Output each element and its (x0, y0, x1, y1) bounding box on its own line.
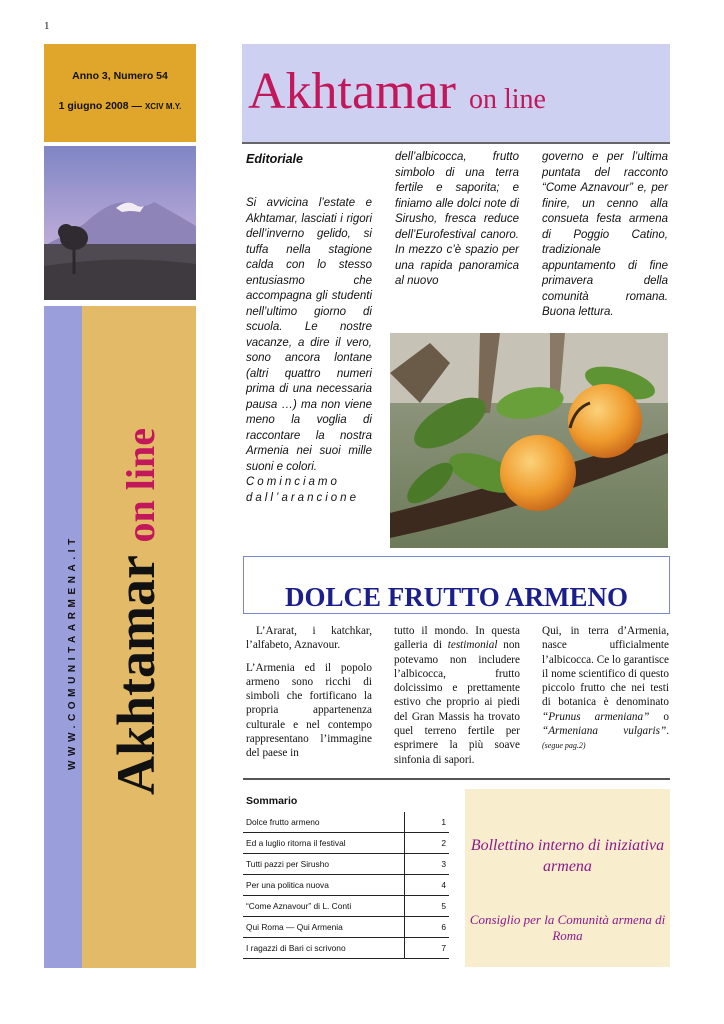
article-col-1: L’Ararat, i katchkar, l’alfabeto, Aznavour. L’Armenia ed il popolo armeno sono ricchi di simboli che fortificano la propria appartenenza culturale e nel contempo rappresentano l’immagine del paese in (246, 625, 372, 760)
issue-date: 1 giugno 2008 — XCIV M.Y. (58, 100, 182, 112)
bollettino-line-1: Bollettino interno di iniziativa armena (470, 837, 665, 875)
table-row: “Come Aznavour” di L. Conti 5 (243, 896, 449, 917)
ararat-photo (44, 146, 196, 300)
article-title: DOLCE FRUTTO ARMENO (284, 582, 629, 612)
table-row: Qui Roma — Qui Armenia 6 (243, 917, 449, 938)
apricot-photo (390, 333, 668, 548)
sidebar-url: WWW.COMUNITAARMENA.IT (67, 534, 78, 770)
article-col-3: Qui, in terra d’Armenia, nasce ufficialmente l’albicocca. Ce lo garantisce il nome scientifico di questo piccolo frutto che nei testi di botanica è denominato “Prunus armeniana” o “Armeniana vulgaris”. (segue pag.2) (542, 625, 669, 751)
sidebar-title: Akhtamar on line (106, 427, 166, 795)
table-row: Tutti pazzi per Sirusho 3 (243, 854, 449, 875)
editorial-col-1: Si avvicina l’estate e Akhtamar, lasciati i rigori dell’inverno gelido, si tuffa nella stagione calda con lo stesso entusiasmo che accompagna gli studenti nell’ultimo giorno di scuola. Le nostre vacanze, a dire il vero, sono ancora lontane (altri quattro numeri prima di una necessaria pausa …) ma non viene meno la voglia di raccontare la nostra Armenia nei suoi mille suoni e colori. Cominciamo dall’arancione (246, 197, 372, 504)
editorial-heading: Editoriale (246, 152, 303, 166)
masthead-rule (242, 142, 670, 144)
table-row: Dolce frutto armeno 1 (243, 812, 449, 833)
issue-number: Anno 3, Numero 54 (72, 70, 168, 82)
table-row: Per una politica nuova 4 (243, 875, 449, 896)
bollettino-line-2: Consiglio per la Comunità armena di Roma (469, 912, 666, 943)
table-row: I ragazzi di Bari ci scrivono 7 (243, 938, 449, 959)
article-col-2: tutto il mondo. In questa galleria di testimonial non potevamo non includere l’albicocca, frutto dolcissimo e prettamente estivo che proprio ai piedi del Gran Massis ha trovato quel terreno fertile per esprimere la più soave sinfonia di sapori. (394, 625, 521, 766)
table-row: Ed a luglio ritorna il festival 2 (243, 833, 449, 854)
sommario-table (243, 812, 449, 959)
section-rule (243, 778, 670, 780)
sommario-title: Sommario (246, 795, 298, 807)
issue-box (44, 44, 196, 142)
masthead-title: Akhtamar on line (248, 63, 546, 120)
page-number: 1 (44, 20, 50, 32)
editorial-col-3: governo e per l’ultima puntata del racconto “Come Aznavour” e, per finire, un cenno alla consueta festa armena di Poggio Catino, tradizionale appuntamento di fine primavera della comunità romana. Buona lettura. (542, 151, 668, 318)
editorial-col-2: dell’albicocca, frutto simbolo di una terra fertile e saporita; e finiamo alle dolci note di Sirusho, fresca reduce dell’Eurofestival canoro. In mezzo c’è spazio per una rapida panoramica al nuovo (395, 151, 519, 287)
